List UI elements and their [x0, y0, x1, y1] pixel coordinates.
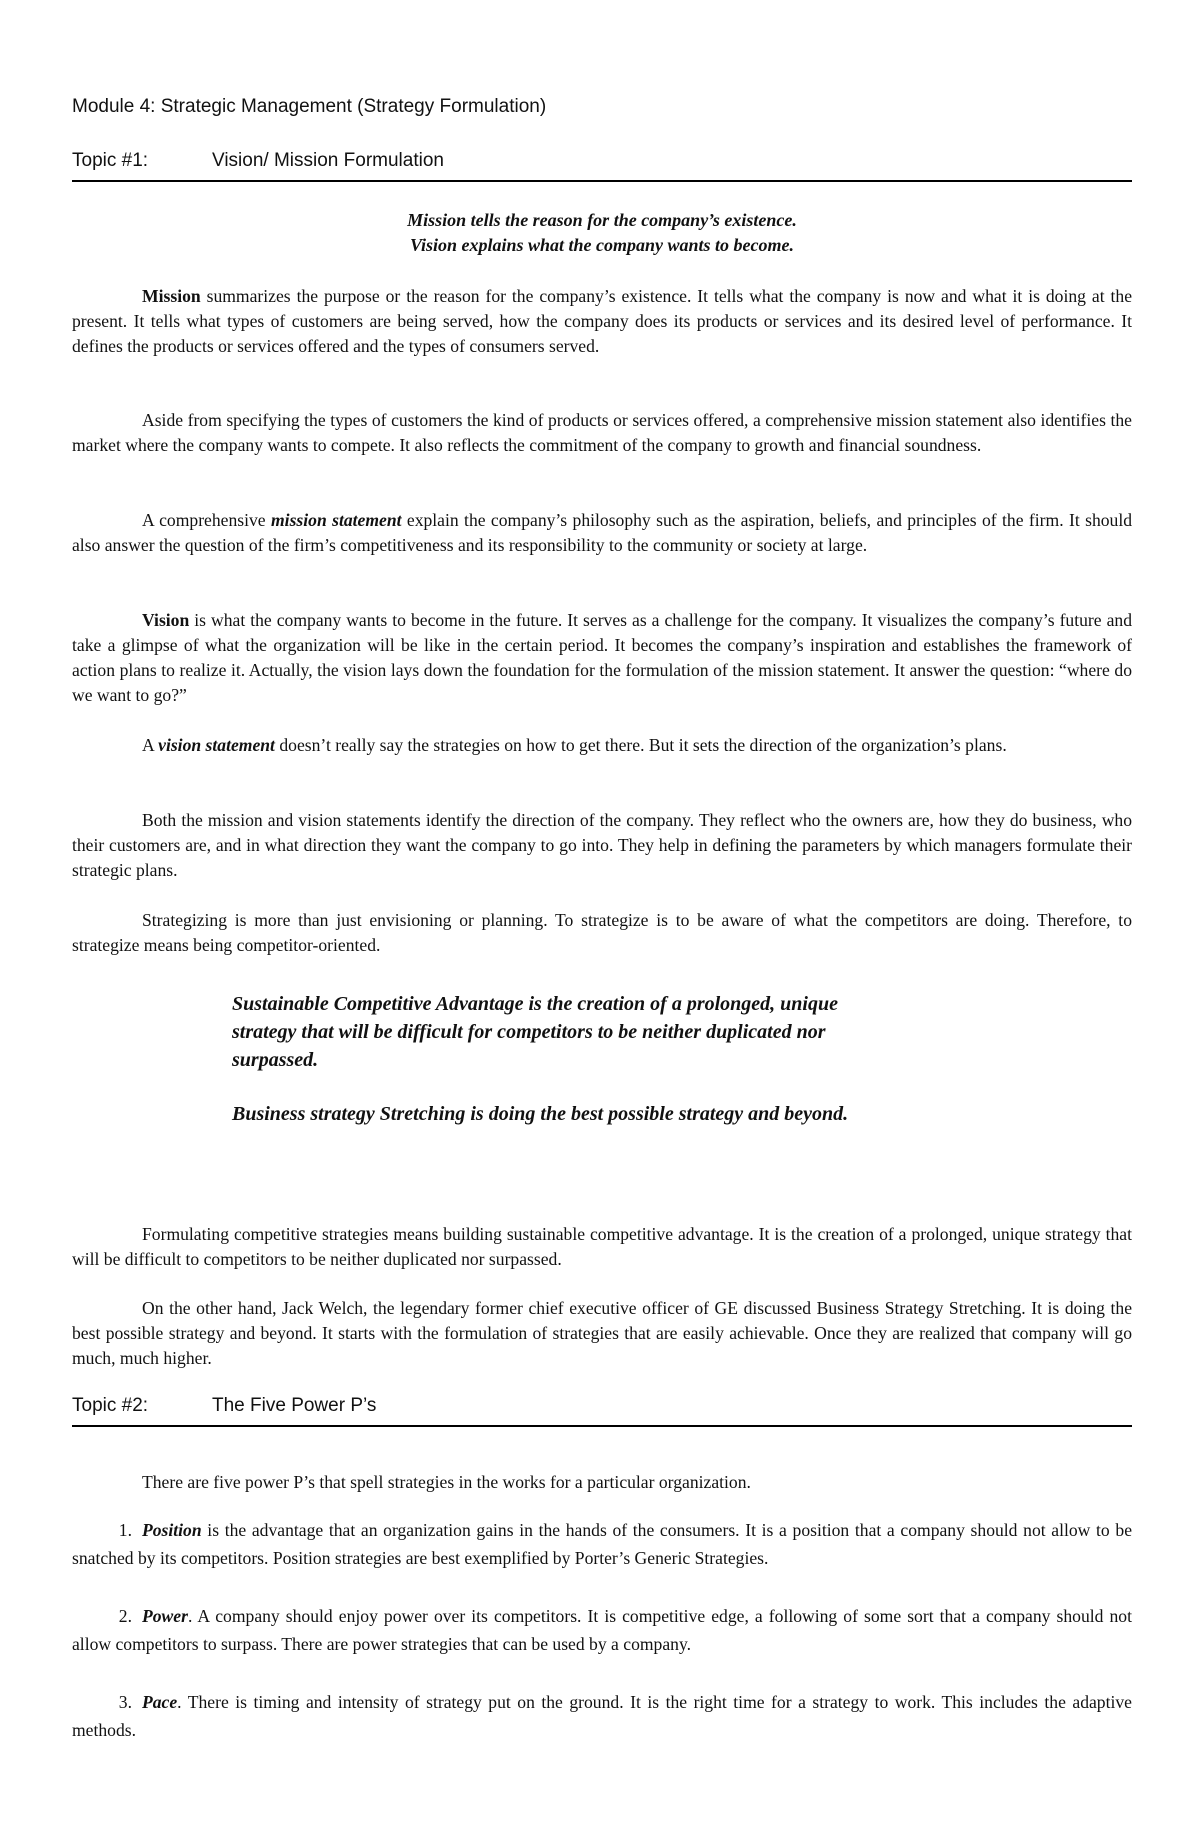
- list-item: [72, 1516, 1132, 1572]
- topic-1-label: Topic #1:: [72, 150, 149, 171]
- paragraph-welch-text: On the other hand, Jack Welch, the legendary former chief executive officer of GE discussed Business Strategy Stretching. It is doing the best possible strategy and beyond. It starts with the formulation of strategies that are easily achievable. Once they are realized that company will go much, much higher.: [72, 1298, 1132, 1368]
- paragraph-formulating-text: Formulating competitive strategies means building sustainable competitive advantage. It is the creation of a prolonged, unique strategy that will be difficult to competitors to be neither duplicated nor surpassed.: [72, 1224, 1132, 1269]
- term-position: Position: [142, 1520, 202, 1540]
- list-item-number: 1.: [118, 1520, 132, 1540]
- list-item-text: . There is timing and intensity of strategy put on the ground. It is the right time for a strategy to work. This includes the adaptive methods.: [72, 1692, 1132, 1740]
- paragraph-vision-statement-text: doesn’t really say the strategies on how to get there. But it sets the direction of the organization’s plans.: [274, 735, 1007, 755]
- paragraph-aside: [72, 408, 1132, 458]
- paragraph-mission-text: summarizes the purpose or the reason for the company’s existence. It tells what the company is now and what it is doing at the present. It tells what types of customers are being served, how the company does its products or services and its desired level of performance. It defines the products or services offered and the types of consumers served.: [72, 286, 1132, 356]
- callout-sca: Sustainable Competitive Advantage is the creation of a prolonged, unique strategy that will be difficult for competitors to be neither duplicated nor surpassed.: [232, 993, 838, 1071]
- paragraph-strategizing-text: Strategizing is more than just envisioning or planning. To strategize is to be aware of what the competitors are doing. Therefore, to strategize means being competitor-oriented.: [72, 910, 1132, 955]
- list-item-number: 2.: [118, 1606, 132, 1626]
- paragraph-both-text: Both the mission and vision statements identify the direction of the company. They reflect who the owners are, how they do business, who their customers are, and in what direction they want the company to go into. They help in defining the parameters by which managers formulate their strategic plans.: [72, 810, 1132, 880]
- paragraph-vision-statement-lead: A: [142, 735, 159, 755]
- list-item-text: . A company should enjoy power over its competitors. It is competitive edge, a following of some sort that a company should not allow competitors to surpass. There are power strategies that can be used by a company.: [72, 1606, 1132, 1654]
- paragraph-welch: [72, 1296, 1132, 1371]
- list-item-number: 3.: [118, 1692, 132, 1712]
- paragraph-comprehensive-text: explain the company’s philosophy such as the aspiration, beliefs, and principles of the firm. It should also answer the question of the firm’s competitiveness and its responsibility to the community or society at large.: [72, 510, 1133, 555]
- list-item: [72, 1602, 1132, 1658]
- paragraph-strategizing: [72, 908, 1132, 958]
- topic-2-label: Topic #2:: [72, 1395, 149, 1416]
- topic-2-heading: [72, 1395, 1132, 1427]
- paragraph-both: [72, 808, 1132, 883]
- quote-line-1: Mission tells the reason for the company’s existence.: [407, 210, 797, 230]
- paragraph-five-ps-text: There are five power P’s that spell strategies in the works for a particular organization.: [142, 1472, 751, 1492]
- paragraph-comprehensive: [72, 508, 1132, 558]
- paragraph-mission: [72, 284, 1132, 359]
- callout-bss: Business strategy Stretching is doing the best possible strategy and beyond.: [232, 1103, 849, 1125]
- mission-vision-quote: [72, 208, 1132, 258]
- term-vision: Vision: [142, 610, 190, 630]
- quote-line-2: Vision explains what the company wants to become.: [409, 235, 795, 255]
- paragraph-vision-statement: [72, 733, 1132, 758]
- paragraph-vision: [72, 608, 1132, 708]
- list-item: [72, 1688, 1132, 1744]
- topic-2-title: The Five Power P’s: [212, 1395, 377, 1416]
- term-vision-statement: vision statement: [158, 735, 275, 755]
- term-pace: Pace: [142, 1692, 178, 1712]
- module-title: Module 4: Strategic Management (Strategy Formulation): [72, 96, 547, 117]
- paragraph-five-ps: [72, 1470, 1132, 1495]
- term-mission-statement: mission statement: [271, 510, 402, 530]
- paragraph-comprehensive-lead: A comprehensive: [142, 510, 271, 530]
- topic-1-title: Vision/ Mission Formulation: [212, 150, 444, 171]
- paragraph-aside-text: Aside from specifying the types of customers the kind of products or services offered, a comprehensive mission statement also identifies the market where the company wants to compete. It also reflects the commitment of the company to growth and financial soundness.: [72, 410, 1132, 455]
- paragraph-formulating: [72, 1222, 1132, 1272]
- term-power: Power: [142, 1606, 188, 1626]
- paragraph-vision-text: is what the company wants to become in the future. It serves as a challenge for the company. It visualizes the company’s future and take a glimpse of what the organization will be like in the certain period. It becomes the company’s inspiration and establishes the framework of action plans to realize it. Actually, the vision lays down the foundation for the formulation of the mission statement. It answer the question: “where do we want to go?”: [72, 610, 1132, 705]
- term-mission: Mission: [142, 286, 201, 306]
- list-item-text: is the advantage that an organization gains in the hands of the consumers. It is a position that a company should not allow to be snatched by its competitors. Position strategies are best exemplified by Porter’s Generic Strategies.: [72, 1520, 1132, 1568]
- topic-1-heading: [72, 150, 1132, 182]
